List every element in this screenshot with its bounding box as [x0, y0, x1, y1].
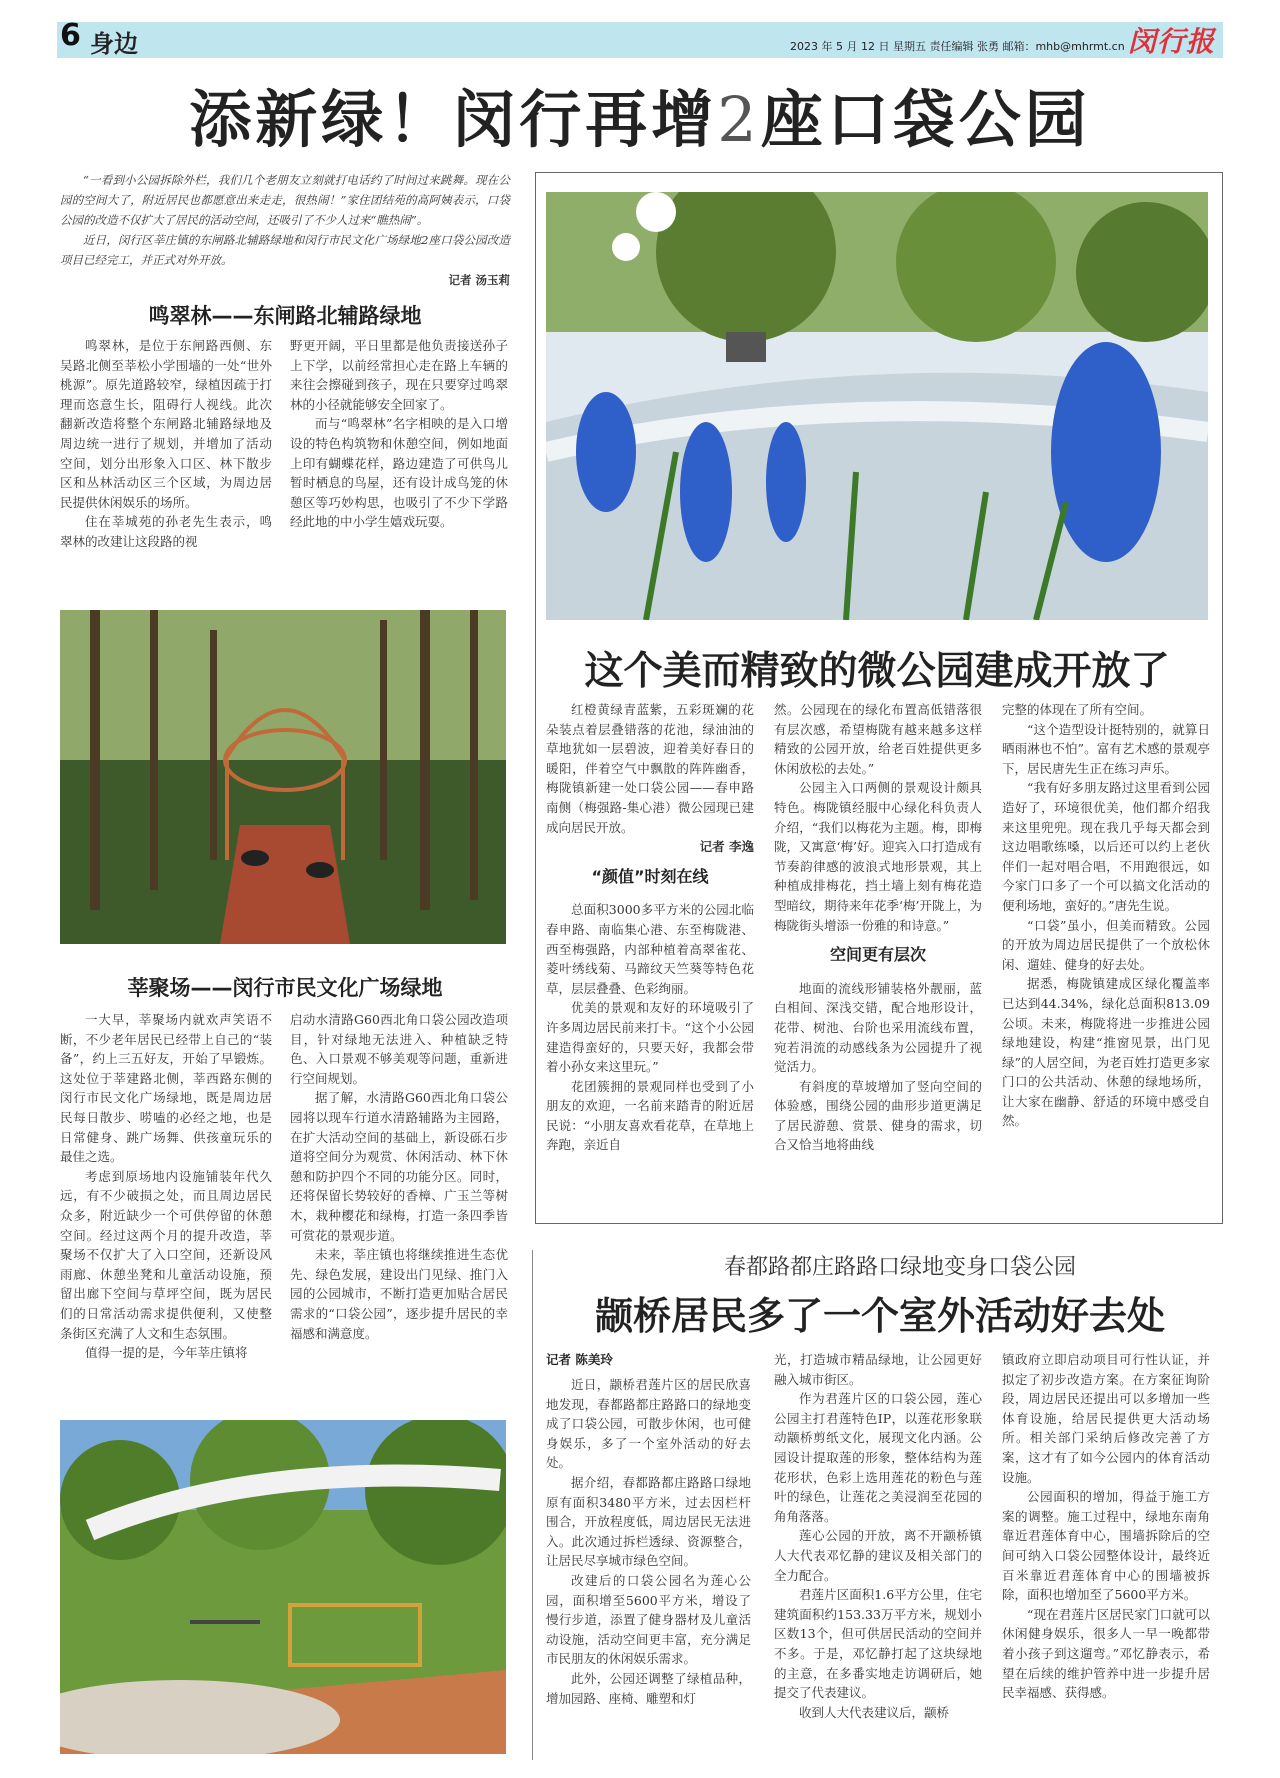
- intro-byline: 记者 汤玉莉: [448, 273, 510, 287]
- story3-col3: [1002, 1350, 1210, 1703]
- paragraph: 住在莘城苑的孙老先生表示，鸣翠林的改建让这段路的视: [60, 514, 272, 549]
- intro: [60, 170, 510, 290]
- intro-paragraph: “一看到小公园拆除外栏，我们几个老朋友立刻就打电话约了时间过来跳舞。现在公园的空间大了，附近居民也都愿意出来走走，很热闹！”家住团结苑的高阿姨表示，口袋公园的改造不仅扩大了居民的活动空间，还吸引了不少人过来“瞧热闹”。: [60, 173, 510, 227]
- feature-byline: 记者 李逸: [699, 839, 754, 855]
- paragraph: 花团簇拥的景观同样也受到了小朋友的欢迎，一名前来踏青的附近居民说：“小朋友喜欢看花草，在草地上奔跑，亲近自: [546, 1078, 754, 1153]
- story3-headline: 颛桥居民多了一个室外活动好去处: [594, 1293, 1165, 1338]
- feature-col3: [1002, 700, 1210, 1131]
- paragraph: 一大早，莘聚场内就欢声笑语不断，不少老年居民已经带上自己的“装备”，约上三五好友，开始了早锻炼。这处位于莘建路北侧，莘西路东侧的闵行市民文化广场绿地，既是周边居民每日散步、唠嗑的必经之地，也是日常健身、跳广场舞、供孩童玩乐的最佳之选。: [60, 1012, 272, 1165]
- paragraph: “我有好多朋友路过这里看到公园造好了，环境很优美，他们都介绍我来这里兜兜。现在我几乎每天都会到这边唱歌练嗓，以后还可以约上老伙伴们一起对唱合唱，不用跑很远，如今家门口多了一个可以搞文化活动的便利场地，蛮好的。”唐先生说。: [1002, 780, 1210, 913]
- main-headline: 添新绿！闵行再增2座口袋公园: [189, 83, 1091, 156]
- paragraph: 而与“鸣翠林”名字相映的是入口增设的特色构筑物和休憩空间，例如地面上印有蝴蝶花样，路边建造了可供鸟儿暂时栖息的鸟屋，还有设计成鸟笼的休憩区等巧妙构思，也吸引了不少下学路经此地的中小学生嬉戏玩耍。: [290, 416, 508, 530]
- paragraph: 地面的流线形铺装格外靓丽，蓝白相间、深浅交错，配合地形设计，花带、树池、台阶也采用流线布置，宛若涓流的动感线条为公园提升了视觉活力。: [774, 980, 982, 1075]
- paragraph: 镇政府立即启动项目可行性认证，并拟定了初步改造方案。在方案征询阶段，周边居民还提出可以多增加一些体育设施，给居民提供更大活动场所。相关部门采纳后修改完善了方案，这才有了如今公园内的体育活动设施。: [1002, 1352, 1210, 1485]
- column-divider: [532, 1250, 533, 1760]
- intro-paragraph: 近日，闵行区莘庄镇的东闸路北辅路绿地和闵行市民文化广场绿地2座口袋公园改造项目已经完工，并正式对外开放。: [60, 233, 510, 267]
- photo-pavilion: [60, 610, 506, 944]
- feature-subhead-2: 空间更有层次: [829, 945, 926, 965]
- masthead-logo: 闵行报: [1128, 25, 1216, 58]
- photo-pergola: [60, 1420, 506, 1754]
- story3-col2: [774, 1350, 982, 1722]
- story1-subhead: 鸣翠林——东闸路北辅路绿地: [148, 304, 422, 328]
- paragraph: 然。公园现在的绿化布置高低错落很有层次感，希望梅陇有越来越多这样精致的公园开放，给老百姓提供更多休闲放松的去处。”: [774, 702, 982, 776]
- paragraph: 考虑到原场地内设施铺装年代久远，有不少破损之处，而且周边居民众多，附近缺少一个可供停留的休憩空间。经过这两个月的提升改造，莘聚场不仅扩大了入口空间，还新设风雨廊、休憩坐凳和儿童活动设施，预留出廊下空间与草坪空间，既为居民们的日常活动需求提供便利，又使整条街区充满了人文和生态氛围。: [60, 1168, 272, 1341]
- paragraph: 作为君莲片区的口袋公园，莲心公园主打君莲特色IP，以莲花形象联动颛桥剪纸文化，展现文化内涵。公园设计提取莲的形象，整体结构为莲花形状，色彩上选用莲花的粉色与莲叶的绿色，让莲花之美浸润至花园的角角落落。: [774, 1391, 982, 1524]
- paragraph: 据悉，梅陇镇建成区绿化覆盖率已达到44.34%，绿化总面积813.09公顷。未来，梅陇将进一步推进公园绿地建设，构建“推窗见景，出门见绿”的人居空间，为老百姓打造更多家门口的公共活动、休憩的绿地场所，让大家在幽静、舒适的环境中感受自然。: [1002, 976, 1210, 1129]
- feature-subhead-1: “颜值”时刻在线: [591, 866, 709, 886]
- paragraph: 鸣翠林，是位于东闸路西侧、东吴路北侧至莘松小学围墙的一处“世外桃源”。原先道路较窄，绿植因疏于打理而恣意生长，阻碍行人视线。此次翻新改造将整个东闸路北辅路绿地及周边统一进行了规划，并增加了活动空间，划分出形象入口区、林下散步区和丛林活动区三个区域，为周边居民提供休闲娱乐的场所。: [60, 338, 272, 510]
- paragraph: 君莲片区面积1.6平方公里，住宅建筑面积约153.33万平方米，规划小区数13个，但可供居民活动的空间并不多。于是，邓忆静打起了这块绿地的主意，在多番实地走访调研后，她提交了代表建议。: [774, 1587, 982, 1701]
- paragraph: 公园主入口两侧的景观设计颇具特色。梅陇镇经服中心绿化科负责人介绍，“我们以梅花为主题。梅，即梅陇，又寓意‘梅’好。迎宾入口打造成有节奏韵律感的波浪式地形景观，其上种植成排梅花，挡土墙上刻有梅花造型暗纹，期待来年花季‘梅’开陇上，为梅陇街头增添一份雅的和诗意。”: [774, 780, 982, 933]
- section-name: 身边: [90, 30, 138, 58]
- story2-subhead: 莘聚场——闵行市民文化广场绿地: [127, 976, 443, 1000]
- paragraph: 莲心公园的开放，离不开颛桥镇人大代表邓忆静的建议及相关部门的全力配合。: [774, 1528, 982, 1583]
- story2-col1: [60, 1010, 272, 1363]
- paragraph: 启动水清路G60西北角口袋公园改造项目，针对绿地无法进入、种植缺乏特色、入口景观不够美观等问题，重新进行空间规划。: [290, 1012, 508, 1086]
- paragraph: 优美的景观和友好的环境吸引了许多周边居民前来打卡。“这个小公园建造得蛮好的，只要天好，我都会带着小孙女来这里玩。”: [546, 1000, 754, 1075]
- photo-micro-park: [546, 192, 1208, 620]
- dateline: 2023 年 5 月 12 日 星期五 责任编辑 张勇 邮箱：mhb@mhrmt.cn: [790, 40, 1125, 53]
- paragraph: 此外，公园还调整了绿植品种，增加园路、座椅、雕塑和灯: [546, 1670, 751, 1706]
- paragraph: 红橙黄绿青蓝紫，五彩斑斓的花朵装点着层叠错落的花池，绿油油的草地犹如一层碧波，迎着美好春日的暖阳，伴着空气中飘散的阵阵幽香，梅陇镇新建一处口袋公园——春申路南侧（梅强路-集心港）微公园现已建成向居民开放。: [546, 702, 754, 835]
- story1-col1: [60, 336, 272, 552]
- paragraph: 改建后的口袋公园名为莲心公园，面积增至5600平方米，增设了慢行步道，添置了健身器材及儿童活动设施，活动空间更丰富，充分满足市民朋友的休闲娱乐需求。: [546, 1572, 751, 1667]
- paragraph: 野更开阔，平日里都是他负责接送孙子上下学，以前经常担心走在路上车辆的来往会擦碰到孩子，现在只要穿过鸣翠林的小径就能够安全回家了。: [290, 338, 508, 412]
- story3-byline: 记者 陈美玲: [546, 1352, 613, 1367]
- feature-col1: [546, 700, 754, 1155]
- feature-col2: [774, 700, 982, 1155]
- micro-park-photo-illustration: [546, 192, 1208, 620]
- story1-col2: [290, 336, 508, 532]
- paragraph: 收到人大代表建议后，颛桥: [799, 1704, 950, 1720]
- paragraph: 未来，莘庄镇也将继续推进生态优先、绿色发展，建设出门见绿、推门入园的公园城市，不断打造更加贴合居民需求的“口袋公园”，逐步提升居民的幸福感和满意度。: [290, 1247, 508, 1341]
- paragraph: “这个造型设计挺特别的，就算日晒雨淋也不怕”。富有艺术感的景观亭下，居民唐先生正在练习声乐。: [1002, 721, 1210, 776]
- paragraph: 完整的体现在了所有空间。: [1002, 702, 1153, 717]
- story2-col2: [290, 1010, 508, 1343]
- paragraph: 有斜度的草坡增加了竖向空间的体验感，围绕公园的曲形步道更满足了居民游憩、赏景、健身的需求，切合又恰当地将曲线: [774, 1078, 982, 1153]
- pavilion-photo-illustration: [60, 610, 506, 944]
- paragraph: 总面积3000多平方米的公园北临春申路、南临集心港、东至梅陇港、西至梅强路，内部种植着高翠雀花、菱叶绣线菊、马蹄纹天竺葵等特色花草，层层叠叠、色彩绚丽。: [546, 902, 754, 996]
- paragraph: 据介绍，春都路都庄路路口绿地原有面积3480平方米，过去因栏杆围合，开放程度低，周边居民无法进入。此次通过拆栏透绿、资源整合，让居民尽享城市绿色空间。: [546, 1474, 751, 1569]
- pergola-photo-illustration: [60, 1420, 506, 1754]
- paragraph: 近日，颛桥君莲片区的居民欣喜地发现，春都路都庄路路口的绿地变成了口袋公园，可散步休闲，也可健身娱乐，多了一个室外活动的好去处。: [546, 1377, 751, 1471]
- paragraph: 值得一提的是，今年莘庄镇将: [85, 1345, 248, 1361]
- page-number: 6: [60, 18, 81, 53]
- paragraph: 据了解，水清路G60西北角口袋公园将以现车行道水清路辅路为主园路，在扩大活动空间的基础上，新设砾石步道将空间分为观赏、休闲活动、林下休憩和防护四个不同的功能分区。同时，还将保留长势较好的香樟、广玉兰等树木，栽种樱花和绿梅，打造一条四季皆可赏花的景观步道。: [290, 1090, 508, 1243]
- paragraph: 光，打造城市精品绿地，让公园更好融入城市街区。: [774, 1352, 982, 1387]
- story3-kicker: 春都路都庄路路口绿地变身口袋公园: [723, 1255, 1076, 1280]
- paragraph: “现在君莲片区居民家门口就可以休闲健身娱乐，很多人一早一晚都带着小孩子到这遛弯。”邓忆静表示，希望在后续的维护管养中进一步提升居民幸福感、获得感。: [1002, 1606, 1210, 1701]
- story3-col1: [546, 1375, 751, 1708]
- feature-headline: 这个美而精致的微公园建成开放了: [584, 648, 1170, 694]
- paragraph: 公园面积的增加，得益于施工方案的调整。施工过程中，绿地东南角靠近君莲体育中心，围墙拆除后的空间可纳入口袋公园整体设计，最终近百米靠近君莲体育中心的围墙被拆除，面积也增加至了5600平方米。: [1002, 1489, 1210, 1603]
- paragraph: “口袋”虽小，但美而精致。公园的开放为周边居民提供了一个放松休闲、遛娃、健身的好去处。: [1002, 917, 1210, 972]
